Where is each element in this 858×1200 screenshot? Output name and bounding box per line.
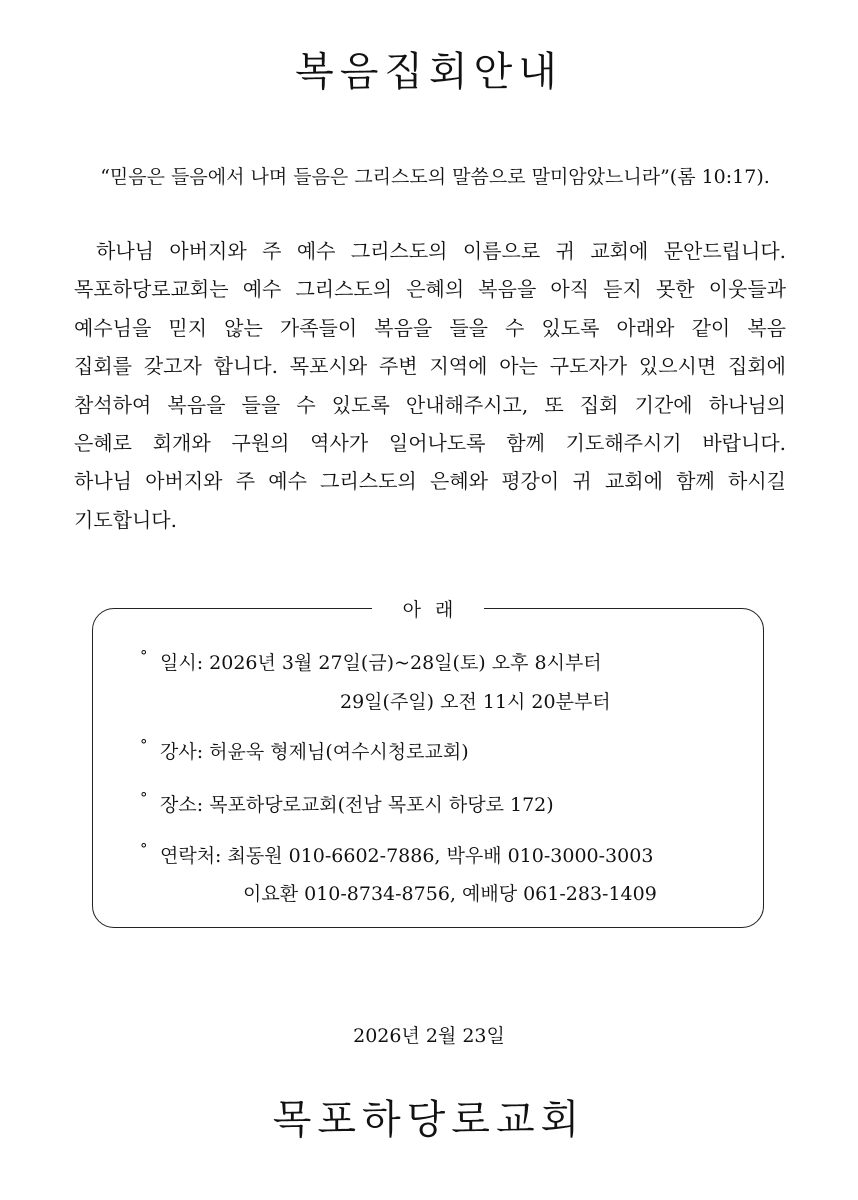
issue-date: 2026년 2월 23일	[353, 1025, 505, 1047]
bullet-icon: °	[140, 840, 148, 858]
body-line: 하나님 아버지와 주 예수 그리스도의 은혜와 평강이 귀 교회에 함께 하시길	[74, 469, 786, 494]
body-line: 목포하당로교회는 예수 그리스도의 은혜의 복음을 아직 듣지 못한 이웃들과	[74, 277, 786, 302]
body-line: 은혜로 회개와 구원의 역사가 일어나도록 함께 기도해주시기 바랍니다.	[74, 430, 786, 455]
schedule-line-continued: 29일(주일) 오전 11시 20분부터	[340, 691, 611, 713]
invitation-body	[74, 232, 786, 539]
schedule-line: 일시: 2026년 3월 27일(금)~28일(토) 오후 8시부터	[160, 652, 602, 674]
church-name: 목포하당로교회	[272, 1097, 586, 1143]
bullet-icon: °	[140, 647, 148, 665]
contact-line-continued: 이요환 010-8734-8756, 예배당 061-283-1409	[243, 883, 657, 905]
speaker-line: 강사: 허윤욱 형제님(여수시청로교회)	[160, 741, 469, 763]
venue-line: 장소: 목포하당로교회(전남 목포시 하당로 172)	[160, 794, 554, 816]
body-line: 예수님을 믿지 않는 가족들이 복음을 들을 수 있도록 아래와 같이 복음	[74, 315, 786, 340]
scripture-verse: “믿음은 들음에서 나며 들음은 그리스도의 말씀으로 말미암았느니라”(롬 10:17).	[100, 166, 770, 188]
body-line: 기도합니다.	[74, 507, 177, 532]
body-line: 참석하여 복음을 들을 수 있도록 안내해주시고, 또 집회 기간에 하나님의	[74, 392, 786, 417]
page-title: 복음집회안내	[295, 49, 563, 95]
notice-heading: 아래	[372, 595, 484, 625]
body-line: 집회를 갖고자 합니다. 목포시와 주변 지역에 아는 구도자가 있으시면 집회에	[74, 354, 786, 379]
contact-line: 연락처: 최동원 010-6602-7886, 박우배 010-3000-3003	[160, 845, 654, 867]
bullet-icon: °	[140, 789, 148, 807]
body-line: 하나님 아버지와 주 예수 그리스도의 이름으로 귀 교회에 문안드립니다.	[96, 239, 786, 263]
bullet-icon: °	[140, 736, 148, 754]
